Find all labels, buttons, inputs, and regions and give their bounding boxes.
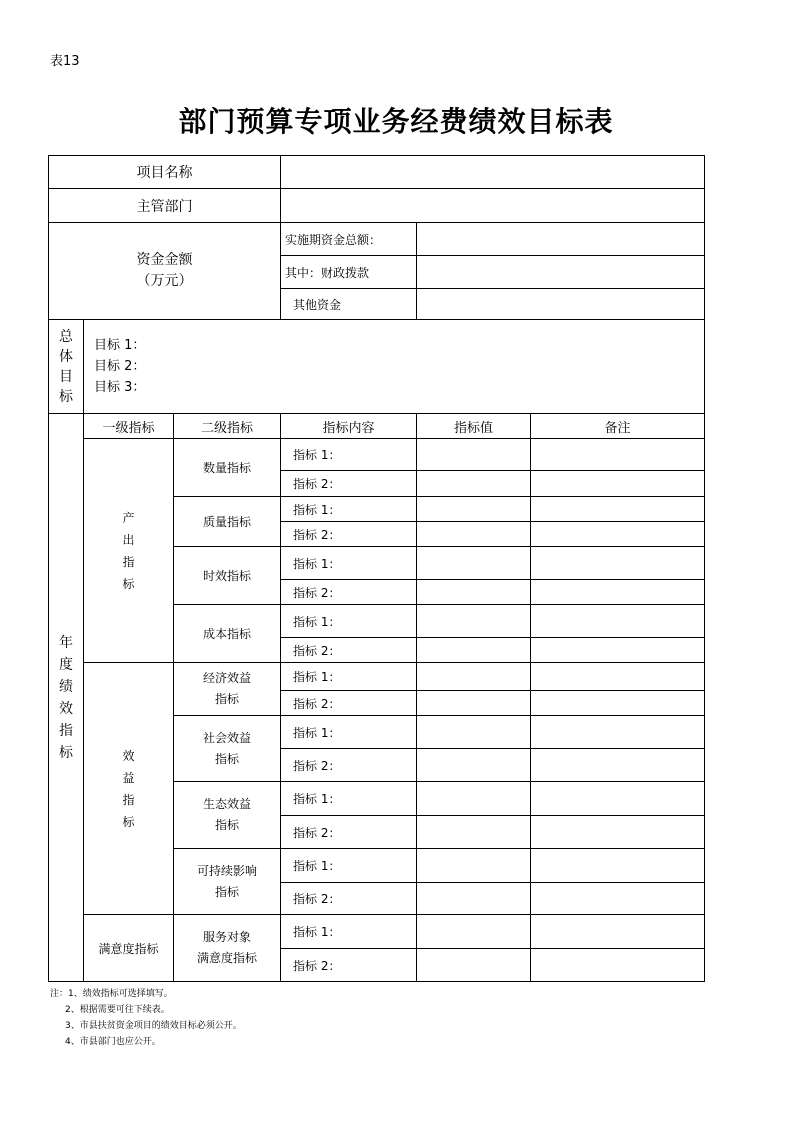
indicator-1-label: 指标 1： — [281, 849, 417, 883]
funds-label: 资金金额 — [136, 252, 193, 268]
indicator-value-cell[interactable] — [417, 782, 531, 816]
indicator-remark-cell[interactable] — [531, 522, 705, 547]
indicator-1-label: 指标 1： — [281, 782, 417, 816]
indicator-1-label: 指标 1： — [281, 497, 417, 522]
indicator-remark-cell[interactable] — [531, 849, 705, 883]
indicator-remark-cell[interactable] — [531, 816, 705, 849]
indicator-1-label: 指标 1： — [281, 439, 417, 471]
indicator-header-row — [49, 414, 705, 439]
indicator-2-label: 指标 2： — [281, 522, 417, 547]
indicator-remark-cell[interactable] — [531, 580, 705, 605]
project-name-label: 项目名称 — [49, 156, 281, 189]
indicator-value-cell[interactable] — [417, 915, 531, 949]
indicator-remark-cell[interactable] — [531, 663, 705, 691]
fiscal-funds-value[interactable] — [417, 256, 705, 289]
indicator-value-cell[interactable] — [417, 749, 531, 782]
department-label: 主管部门 — [49, 189, 281, 223]
goal-2: 目标 2： — [94, 359, 146, 374]
indicator-1-label: 指标 1： — [281, 915, 417, 949]
indicator-remark-cell[interactable] — [531, 949, 705, 982]
indicator-remark-cell[interactable] — [531, 547, 705, 580]
indicator-value-cell[interactable] — [417, 605, 531, 638]
output-indicators-label: 产 出 指 标 — [84, 439, 174, 663]
indicator-remark-cell[interactable] — [531, 749, 705, 782]
performance-target-table — [48, 155, 705, 982]
indicator-2-label: 指标 2： — [281, 638, 417, 663]
indicator-value-cell[interactable] — [417, 849, 531, 883]
project-name-value[interactable] — [281, 156, 705, 189]
indicator-remark-cell[interactable] — [531, 883, 705, 915]
ecological-benefit-indicator: 生态效益 指标 — [174, 782, 281, 849]
service-satisfaction-indicator: 服务对象 满意度指标 — [174, 915, 281, 982]
indicator-2-label: 指标 2： — [281, 816, 417, 849]
indicator-value-cell[interactable] — [417, 522, 531, 547]
indicator-2-label: 指标 2： — [281, 691, 417, 716]
indicator-remark-cell[interactable] — [531, 915, 705, 949]
indicator-row — [49, 915, 705, 949]
indicator-row — [49, 439, 705, 471]
quality-indicator: 质量指标 — [174, 497, 281, 547]
overall-goals-label: 总 体 目 标 — [49, 320, 84, 414]
quantity-indicator: 数量指标 — [174, 439, 281, 497]
indicator-remark-cell[interactable] — [531, 638, 705, 663]
header-level2: 二级指标 — [174, 414, 281, 439]
indicator-value-cell[interactable] — [417, 638, 531, 663]
indicator-2-label: 指标 2： — [281, 580, 417, 605]
social-benefit-indicator: 社会效益 指标 — [174, 716, 281, 782]
goal-1: 目标 1： — [94, 338, 146, 353]
funds-unit: （万元） — [136, 273, 193, 289]
indicator-row — [49, 663, 705, 691]
overall-goals-content[interactable] — [84, 320, 705, 414]
sustainability-indicator: 可持续影响 指标 — [174, 849, 281, 915]
indicator-value-cell[interactable] — [417, 816, 531, 849]
header-value: 指标值 — [417, 414, 531, 439]
indicator-value-cell[interactable] — [417, 471, 531, 497]
footnote: 注：1、绩效指标可选择填写。 — [50, 989, 173, 999]
header-level1: 一级指标 — [84, 414, 174, 439]
footnote: 2、根据需要可往下续表。 — [65, 1005, 170, 1015]
other-funds-value[interactable] — [417, 289, 705, 320]
cost-indicator: 成本指标 — [174, 605, 281, 663]
indicator-2-label: 指标 2： — [281, 471, 417, 497]
indicator-value-cell[interactable] — [417, 883, 531, 915]
indicator-value-cell[interactable] — [417, 547, 531, 580]
table-number: 表13 — [50, 54, 80, 69]
other-funds-label: 其他资金 — [281, 289, 417, 320]
indicator-remark-cell[interactable] — [531, 497, 705, 522]
header-remark: 备注 — [531, 414, 705, 439]
indicator-2-label: 指标 2： — [281, 883, 417, 915]
overall-goals-row — [49, 320, 705, 414]
indicator-1-label: 指标 1： — [281, 716, 417, 749]
department-value[interactable] — [281, 189, 705, 223]
footnote: 3、市县扶贫资金项目的绩效目标必须公开。 — [65, 1021, 242, 1031]
indicator-value-cell[interactable] — [417, 716, 531, 749]
indicator-remark-cell[interactable] — [531, 782, 705, 816]
satisfaction-indicators-label: 满意度指标 — [84, 915, 174, 982]
indicator-remark-cell[interactable] — [531, 471, 705, 497]
header-content: 指标内容 — [281, 414, 417, 439]
indicator-value-cell[interactable] — [417, 949, 531, 982]
indicator-1-label: 指标 1： — [281, 605, 417, 638]
economic-benefit-indicator: 经济效益 指标 — [174, 663, 281, 716]
indicator-remark-cell[interactable] — [531, 439, 705, 471]
indicator-remark-cell[interactable] — [531, 691, 705, 716]
indicator-value-cell[interactable] — [417, 439, 531, 471]
footnote: 4、市县部门也应公开。 — [65, 1037, 161, 1047]
document-title: 部门预算专项业务经费绩效目标表 — [178, 105, 614, 138]
indicator-remark-cell[interactable] — [531, 605, 705, 638]
total-funds-value[interactable] — [417, 223, 705, 256]
timeliness-indicator: 时效指标 — [174, 547, 281, 605]
indicator-value-cell[interactable] — [417, 497, 531, 522]
total-funds-row — [49, 223, 705, 256]
total-funds-label: 实施期资金总额： — [281, 223, 417, 256]
indicator-2-label: 指标 2： — [281, 749, 417, 782]
benefit-indicators-label: 效 益 指 标 — [84, 663, 174, 915]
department-row — [49, 189, 705, 223]
indicator-1-label: 指标 1： — [281, 547, 417, 580]
indicator-1-label: 指标 1： — [281, 663, 417, 691]
project-name-row — [49, 156, 705, 189]
indicator-value-cell[interactable] — [417, 691, 531, 716]
indicator-remark-cell[interactable] — [531, 716, 705, 749]
indicator-value-cell[interactable] — [417, 663, 531, 691]
fiscal-funds-label: 其中：财政拨款 — [281, 256, 417, 289]
footnotes — [50, 986, 242, 1050]
indicator-2-label: 指标 2： — [281, 949, 417, 982]
annual-indicators-label: 年 度 绩 效 指 标 — [49, 414, 84, 982]
indicator-value-cell[interactable] — [417, 580, 531, 605]
goal-3: 目标 3： — [94, 380, 146, 395]
funds-amount-label — [49, 223, 281, 320]
